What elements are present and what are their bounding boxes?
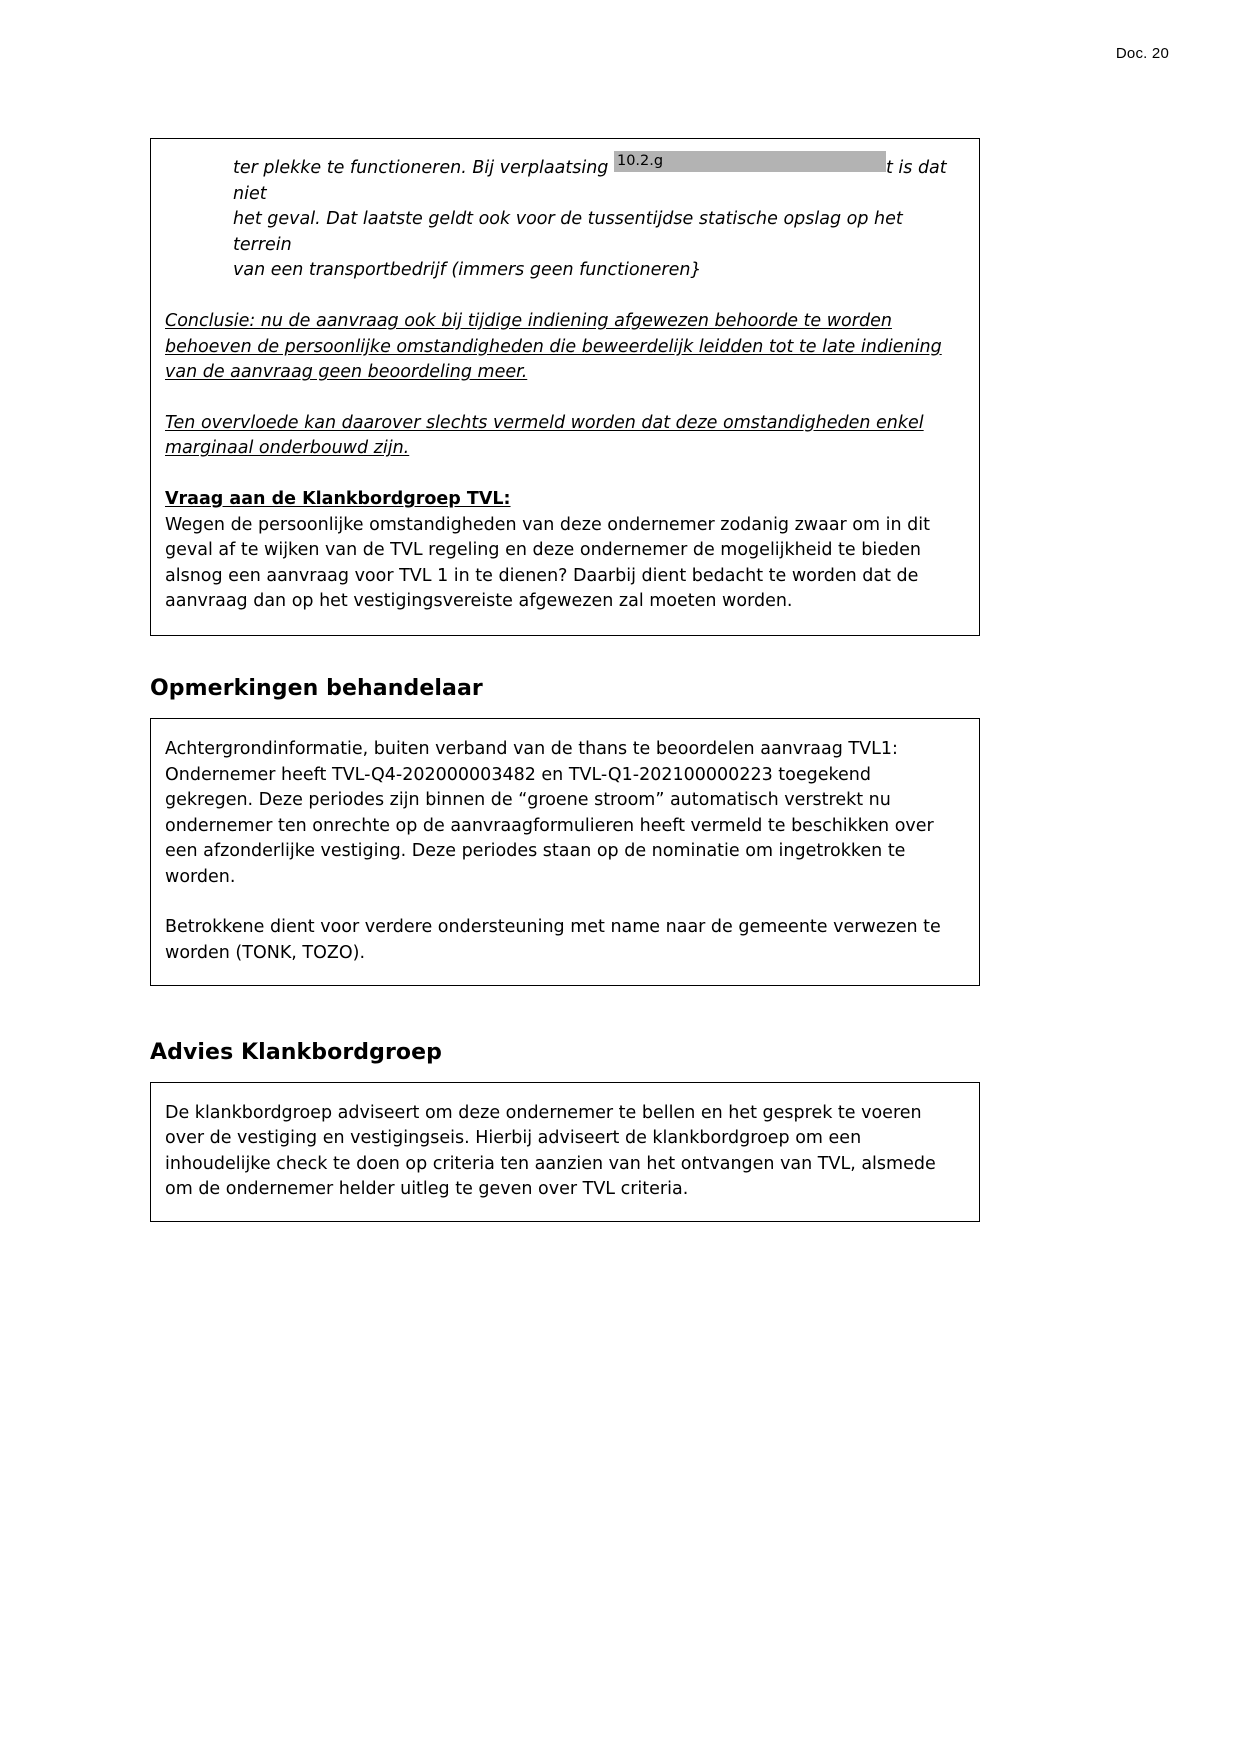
redaction-bar-10-2-g: 10.2.g	[614, 151, 886, 172]
opmerkingen-behandelaar-box	[150, 718, 980, 986]
advies-paragraph-1: De klankbordgroep adviseert om deze ondernemer te bellen en het gesprek te voeren over de vestiging en vestigingseis. Hierbij adviseert de klankbordgroep om een inhoudelijke check te doen op criteria ten aanzien van het ontvangen van TVL, alsmede om de ondernemer helder uitleg te geven over TVL criteria.	[165, 1102, 936, 1200]
quote-line1-before: ter plekke te functioneren. Bij verplaatsing	[233, 158, 614, 178]
ten-overvloede-paragraph: Ten overvloede kan daarover slechts vermeld worden dat deze omstandigheden enkel marginaal onderbouwd zijn.	[165, 412, 924, 459]
vraag-block	[165, 487, 963, 615]
document-number-label: Doc. 20	[1115, 45, 1169, 62]
document-content	[150, 138, 980, 1222]
spacer-after-opmerkingen-heading	[150, 702, 980, 718]
quote-line3: van een transportbedrijf (immers geen functioneren}	[233, 260, 702, 281]
vraag-klankbordgroep-body: Wegen de persoonlijke omstandigheden van deze ondernemer zodanig zwaar om in dit geval af te wijken van de TVL regeling en deze ondernemer de mogelijkheid te bieden alsnog een aanvraag voor TVL 1 in te dienen? Daarbij dient bedacht te worden dat de aanvraag dan op het vestigingsvereiste afgewezen zal moeten worden.	[165, 514, 930, 612]
quote-question-box	[150, 138, 980, 636]
quote-line2: het geval. Dat laatste geldt ook voor de tussentijdse statische opslag op het terrein	[233, 209, 903, 255]
quote-line1-after: t is dat niet	[233, 158, 947, 204]
advies-klankbordgroep-box	[150, 1082, 980, 1222]
spacer-before-advies	[150, 986, 980, 1040]
opmerkingen-behandelaar-heading: Opmerkingen behandelaar	[150, 675, 483, 701]
ten-overvloede-paragraph-wrap	[165, 411, 963, 462]
spacer-after-advies-heading	[150, 1066, 980, 1082]
spacer-before-opmerkingen	[150, 636, 980, 676]
quote-paragraph	[233, 151, 963, 284]
conclusie-paragraph-wrap	[165, 309, 963, 386]
opmerkingen-paragraph-1: Achtergrondinformatie, buiten verband van de thans te beoordelen aanvraag TVL1: Ondernemer heeft TVL-Q4-202000003482 en TVL-Q1-202100000223 toegekend gekregen. Deze periodes zijn binnen de “groene stroom” automatisch verstrekt nu ondernemer ten onrechte op de aanvraagformulieren heeft vermeld te beschikken over een afzonderlijke vestiging. Deze periodes staan op de nominatie om ingetrokken te worden.	[165, 738, 934, 887]
opmerkingen-paragraph-2: Betrokkene dient voor verdere ondersteuning met name naar de gemeente verwezen te worden (TONK, TOZO).	[165, 917, 941, 964]
advies-klankbordgroep-heading: Advies Klankbordgroep	[150, 1039, 442, 1065]
vraag-klankbordgroep-heading: Vraag aan de Klankbordgroep TVL:	[165, 488, 511, 509]
conclusie-paragraph: Conclusie: nu de aanvraag ook bij tijdige indiening afgewezen behoorde te worden behoeven de persoonlijke omstandigheden die beweerdelijk leidden tot te late indiening van de aanvraag geen beoordeling meer.	[165, 310, 942, 383]
